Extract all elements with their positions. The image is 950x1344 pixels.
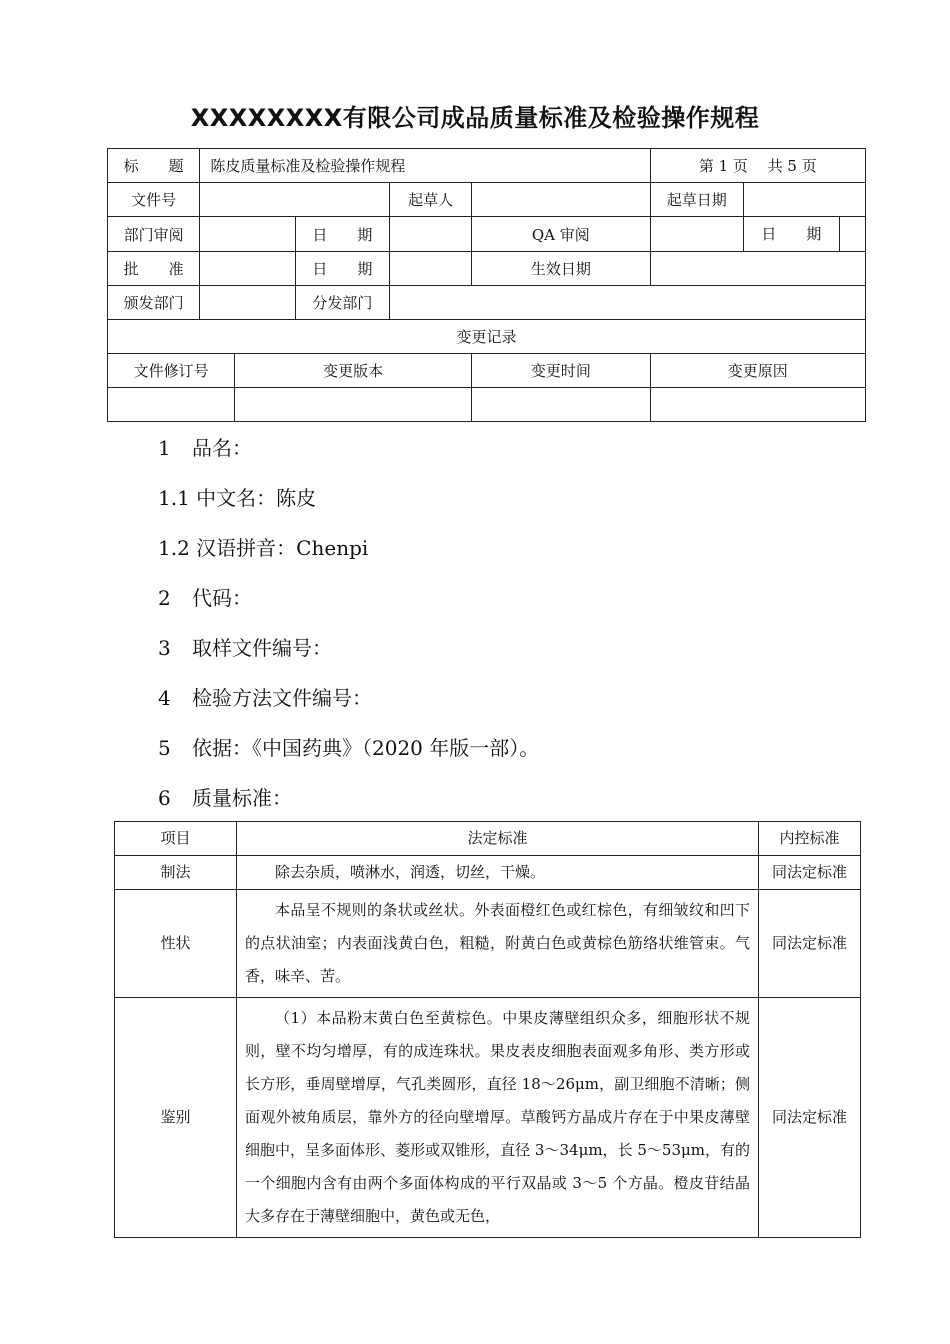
label-effective-date: 生效日期 [472,252,650,286]
section-text: 检验方法文件编号： [192,686,372,710]
dept-review-value [200,217,295,252]
section-num: 1.1 [158,486,190,510]
change-header-time: 变更时间 [472,354,650,388]
document-title: XXXXXXXX有限公司成品质量标准及检验操作规程 [190,104,760,132]
change-cell-revision [108,388,235,422]
label-date-1: 日 期 [295,217,389,252]
section-text: 质量标准： [192,786,292,810]
effective-date-value [650,252,865,286]
approve-value [200,252,295,286]
quality-standard-table [114,821,861,1238]
section-1-2 [158,532,368,561]
row-standard-text: （1）本品粉末黄白色至黄棕色。中果皮薄壁组织众多，细胞形状不规则，壁不均匀增厚，有的成连珠状。果皮表皮细胞表面观多角形、类方形或长方形，垂周壁增厚，气孔类圆形，直径 18～26μm，副卫细胞不清晰；侧面观外被角质层，靠外方的径向壁增厚。草酸钙方晶成片存在于中果皮薄壁细胞中，呈多面体形、菱形或双锥形，直径 3～34μm，长 5～53μm，有的一个细胞内含有由两个多面体构成的平行双晶或 3～5 个方晶。橙皮苷结晶大多存在于薄壁细胞中，黄色或无色， [245,1009,750,1225]
change-header-revision: 文件修订号 [108,354,235,388]
label-dept-review: 部门审阅 [108,217,200,252]
label-date-2: 日 期 [744,217,840,251]
quality-header-row [115,822,861,856]
row-standard [237,890,759,998]
section-text: 汉语拼音：Chenpi [196,536,369,560]
section-5 [158,732,539,761]
header-internal: 内控标准 [759,822,861,856]
page-info: 第 1 页 共 5 页 [650,149,865,183]
label-date-3: 日 期 [295,252,389,286]
section-num: 6 [158,786,171,810]
change-cell-time [472,388,650,422]
date-3-value [390,252,472,286]
qa-date-cell [743,217,865,252]
quality-row-appearance [115,890,861,998]
change-record-header-row [108,354,866,388]
section-6 [158,782,292,811]
section-4 [158,682,372,711]
section-num: 2 [158,586,171,610]
row-standard [237,856,759,890]
change-cell-version [235,388,472,422]
label-title: 标 题 [108,149,200,183]
section-num: 3 [158,636,171,660]
row-item: 制法 [115,856,237,890]
section-text: 取样文件编号： [192,636,332,660]
section-num: 4 [158,686,171,710]
dist-dept-value [390,286,866,320]
section-1-1 [158,482,316,511]
draft-date-value [743,183,865,217]
row-standard [237,998,759,1238]
section-2 [158,582,252,611]
file-no-value [200,183,390,217]
change-header-version: 变更版本 [235,354,472,388]
row-internal: 同法定标准 [759,890,861,998]
header-row-issue [108,286,866,320]
label-file-no: 文件号 [108,183,200,217]
section-text: 依据：《中国药典》（2020 年版一部）。 [192,736,540,760]
section-text: 品名： [192,436,252,460]
section-text: 中文名：陈皮 [196,486,317,510]
qa-review-value [650,217,743,252]
section-num: 1.2 [158,536,190,560]
label-dist-dept: 分发部门 [295,286,389,320]
section-num: 5 [158,736,171,760]
row-internal: 同法定标准 [759,856,861,890]
change-record-title: 变更记录 [108,320,866,354]
quality-row-method [115,856,861,890]
header-row-approve [108,252,866,286]
label-issue-dept: 颁发部门 [108,286,200,320]
label-approve: 批 准 [108,252,200,286]
section-3 [158,632,332,661]
document-header-table [107,148,866,422]
header-row-file [108,183,866,217]
change-cell-reason [650,388,865,422]
quality-row-identification [115,998,861,1238]
change-record-title-row [108,320,866,354]
row-internal: 同法定标准 [759,998,861,1238]
header-standard: 法定标准 [237,822,759,856]
row-item: 性状 [115,890,237,998]
title-value: 陈皮质量标准及检验操作规程 [200,149,650,183]
date-1-value [390,217,472,252]
row-standard-text: 除去杂质，喷淋水，润透，切丝，干燥。 [275,863,546,881]
label-draft-date: 起草日期 [650,183,743,217]
label-drafter: 起草人 [390,183,472,217]
section-num: 1 [158,436,171,460]
change-header-reason: 变更原因 [650,354,865,388]
header-item: 项目 [115,822,237,856]
row-item: 鉴别 [115,998,237,1238]
header-row-review [108,217,866,252]
header-row-title [108,149,866,183]
section-text: 代码： [192,586,252,610]
change-record-empty-row [108,388,866,422]
drafter-value [472,183,650,217]
label-qa-review: QA 审阅 [472,217,650,252]
section-1 [158,432,252,461]
row-standard-text: 本品呈不规则的条状或丝状。外表面橙红色或红棕色，有细皱纹和凹下的点状油室；内表面浅黄白色，粗糙，附黄白色或黄棕色筋络状维管束。气香，味辛、苦。 [245,901,750,985]
issue-dept-value [200,286,295,320]
